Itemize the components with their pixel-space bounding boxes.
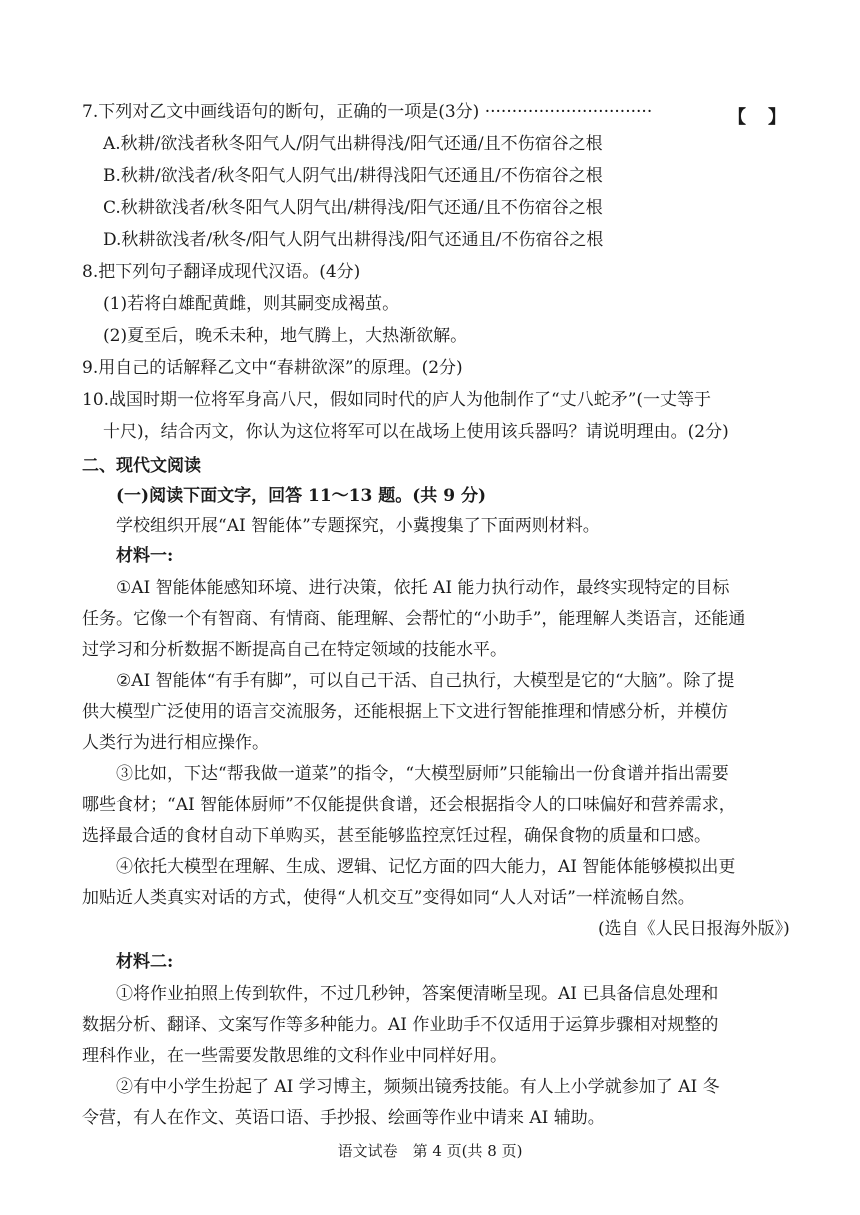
material-1-line: ④依托大模型在理解、生成、逻辑、记忆方面的四大能力，AI 智能体能够模拟出更 bbox=[116, 857, 736, 877]
q7-option-c: C.秋耕欲浅者/秋冬阳气人阴气出/耕得浅/阳气还通/且不伤宿谷之根 bbox=[103, 198, 603, 218]
material-2-line: ②有中小学生扮起了 AI 学习博主，频频出镜秀技能。有人上小学就参加了 AI 冬 bbox=[116, 1077, 720, 1097]
material-2-line: 数据分析、翻译、文案写作等多种能力。AI 作业助手不仅适用于运算步骤相对规整的 bbox=[82, 1015, 719, 1035]
material-2-line: 令营，有人在作文、英语口语、手抄报、绘画等作业中请来 AI 辅助。 bbox=[82, 1108, 605, 1128]
material-1-line: 任务。它像一个有智商、有情商、能理解、会帮忙的“小助手”，能理解人类语言，还能通 bbox=[82, 609, 746, 629]
material-2-label: 材料二: bbox=[116, 952, 174, 972]
q8-stem: 8.把下列句子翻译成现代汉语。(4分) bbox=[82, 262, 361, 282]
q7-stem: 7.下列对乙文中画线语句的断句，正确的一项是(3分) ······························· bbox=[82, 102, 653, 122]
q10-line-2: 十尺)，结合丙文，你认为这位将军可以在战场上使用该兵器吗？请说明理由。(2分) bbox=[103, 422, 729, 442]
material-1-line: 供大模型广泛使用的语言交流服务，还能根据上下文进行智能推理和情感分析，并模仿 bbox=[82, 702, 728, 722]
q9-stem: 9.用自己的话解释乙文中“春耕欲深”的原理。(2分) bbox=[82, 358, 463, 378]
section-intro: 学校组织开展“AI 智能体”专题探究，小冀搜集了下面两则材料。 bbox=[116, 516, 600, 536]
material-1-line: 过学习和分析数据不断提高自己在特定领域的技能水平。 bbox=[82, 640, 507, 660]
material-1-line: 选择最合适的食材自动下单购买，甚至能够监控烹饪过程，确保食物的质量和口感。 bbox=[82, 826, 711, 846]
answer-bracket-open: 【 bbox=[728, 107, 746, 128]
q8-item-2: (2)夏至后，晚禾未种，地气腾上，大热渐欲解。 bbox=[103, 326, 468, 346]
answer-bracket-close: 】 bbox=[768, 107, 786, 128]
section-title: 二、现代文阅读 bbox=[82, 456, 201, 476]
q8-item-1: (1)若将白雄配黄雌，则其嗣变成褐茧。 bbox=[103, 294, 400, 314]
q10-line-1: 10.战国时期一位将军身高八尺，假如同时代的庐人为他制作了“丈八蛇矛”(一丈等于 bbox=[82, 390, 712, 410]
material-1-line: 加贴近人类真实对话的方式，使得“人机交互”变得如同“人人对话”一样流畅自然。 bbox=[82, 888, 695, 908]
q7-option-d: D.秋耕欲浅者/秋冬/阳气人阴气出耕得浅/阳气还通且/不伤宿谷之根 bbox=[103, 230, 604, 250]
material-1-line: 人类行为进行相应操作。 bbox=[82, 733, 269, 753]
page-footer: 语文试卷 第 4 页(共 8 页) bbox=[337, 1142, 523, 1160]
material-1-line: ②AI 智能体“有手有脚”，可以自己干活、自己执行，大模型是它的“大脑”。除了提 bbox=[116, 671, 735, 691]
material-2-line: 理科作业，在一些需要发散思维的文科作业中同样好用。 bbox=[82, 1046, 507, 1066]
material-1-line: ①AI 智能体能感知环境、进行决策，依托 AI 能力执行动作，最终实现特定的目标 bbox=[116, 578, 730, 598]
q7-option-a: A.秋耕/欲浅者秋冬阳气人/阴气出耕得浅/阳气还通/且不伤宿谷之根 bbox=[103, 134, 603, 154]
q7-option-b: B.秋耕/欲浅者/秋冬阳气人阴气出/耕得浅阳气还通且/不伤宿谷之根 bbox=[103, 166, 603, 186]
material-1-line: 哪些食材；“AI 智能体厨师”不仅能提供食谱，还会根据指令人的口味偏好和营养需求， bbox=[82, 795, 736, 815]
material-1-label: 材料一: bbox=[116, 546, 174, 566]
sub-section-title: (一)阅读下面文字，回答 11～13 题。(共 9 分) bbox=[116, 486, 486, 506]
material-2-line: ①将作业拍照上传到软件，不过几秒钟，答案便清晰呈现。AI 已具备信息处理和 bbox=[116, 984, 719, 1004]
material-1-line: ③比如，下达“帮我做一道菜”的指令，“大模型厨师”只能输出一份食谱并指出需要 bbox=[116, 764, 729, 784]
material-1-source: (选自《人民日报海外版》) bbox=[598, 919, 790, 939]
